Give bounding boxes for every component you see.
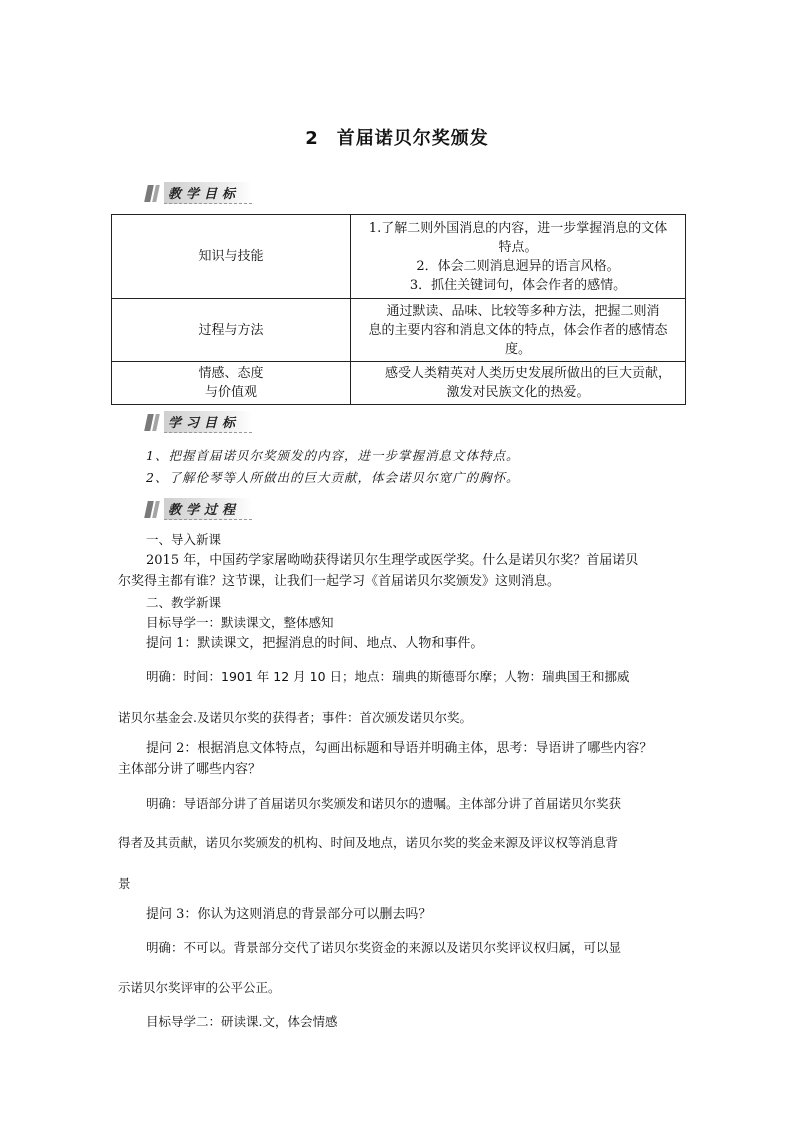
section-banner-teaching-process [146, 498, 252, 520]
section-banner-teaching-goals [146, 182, 252, 204]
section-banner-label: 教学过程 [164, 498, 252, 520]
table-cell-line: 度。 [504, 341, 531, 357]
table-cell-key: 过程与方法 [112, 299, 351, 362]
answer-line: 明确：不可以。背景部分交代了诺贝尔奖资金的来源以及诺贝尔奖评议权归属，可以显 [146, 940, 622, 955]
page-title [0, 124, 794, 150]
table-cell-line: 息的主要内容和消息文体的特点，体会作者的感情态 [368, 322, 668, 338]
table-cell-line: 3．抓住关键词句，体会作者的感情。 [409, 277, 627, 293]
section-banner-label: 学习目标 [164, 411, 252, 433]
table-cell-line: 情感、态度 [198, 366, 264, 381]
question-line: 主体部分讲了哪些内容？ [118, 762, 262, 777]
answer-line: 得者及其贡献，诺贝尔奖颁发的机构、时间及地点，诺贝尔奖的奖金来源及评议权等消息背 [118, 835, 619, 850]
answer-line: 明确：时间：1901 年 12 月 10 日；地点：瑞典的斯德哥尔摩；人物：瑞典国王和挪威 [146, 669, 630, 684]
question-line: 提问 3：你认为这则消息的背景部分可以删去吗？ [146, 907, 432, 922]
teaching-goals-table [111, 214, 686, 405]
table-cell-value [351, 299, 686, 362]
table-cell-value [351, 362, 686, 405]
table-cell-line: 2．体会二则消息迥异的语言风格。 [416, 258, 620, 274]
section-banner-label: 教学目标 [164, 182, 252, 204]
answer-line: 示诺贝尔奖评审的公平公正。 [118, 980, 281, 995]
goal-heading: 目标导学二：研读课.文，体会情感 [146, 1014, 338, 1029]
section-heading: 二、教学新课 [146, 595, 222, 610]
goal-heading: 目标导学一：默读课文，整体感知 [146, 615, 334, 630]
table-cell-key [112, 362, 351, 405]
table-cell-line: 激发对民族文化的热爱。 [446, 385, 590, 400]
table-cell-line: 特点。 [498, 239, 538, 255]
table-cell-line: 通过默读、品味、比较等多种方法，把握二则消 [386, 303, 660, 319]
title-text: 首届诺贝尔奖颁发 [336, 128, 489, 149]
table-row [112, 215, 686, 299]
question-line: 提问 2：根据消息文体特点，勾画出标题和导语并明确主体，思考：导语讲了哪些内容？ [146, 741, 653, 756]
question-line: 提问 1：默读课文，把握消息的时间、地点、人物和事件。 [146, 636, 484, 651]
table-cell-value [351, 215, 686, 299]
answer-line: 诺贝尔基金会.及诺贝尔奖的获得者；事件：首次颁发诺贝尔奖。 [118, 710, 472, 725]
section-heading: 一、导入新课 [146, 532, 222, 547]
learning-goal-item: 2、了解伦琴等人所做出的巨大贡献，体会诺贝尔宽广的胸怀。 [146, 470, 520, 485]
answer-line: 明确：导语部分讲了首届诺贝尔奖颁发和诺贝尔的遗嘱。主体部分讲了首届诺贝尔奖获 [146, 796, 622, 811]
body-line: 尔奖得主都有谁？这节课，让我们一起学习《首届诺贝尔奖颁发》这则消息。 [118, 574, 561, 589]
answer-line: 景 [118, 876, 131, 891]
table-row [112, 362, 686, 405]
table-cell-key: 知识与技能 [112, 215, 351, 299]
body-line: 2015 年，中国药学家屠呦呦获得诺贝尔生理学或医学奖。什么是诺贝尔奖？首届诺贝 [146, 553, 639, 568]
section-banner-learning-goals [146, 411, 252, 433]
table-cell-line: 与价值观 [204, 385, 257, 400]
table-cell-line: 1.了解二则外国消息的内容，进一步掌握消息的文体 [368, 220, 668, 236]
table-row [112, 299, 686, 362]
title-number: 2 [305, 128, 319, 149]
table-cell-line: 感受人类精英对人类历史发展所做出的巨大贡献， [384, 366, 671, 381]
learning-goal-item: 1、把握首届诺贝尔奖颁发的内容，进一步掌握消息文体特点。 [146, 448, 520, 463]
